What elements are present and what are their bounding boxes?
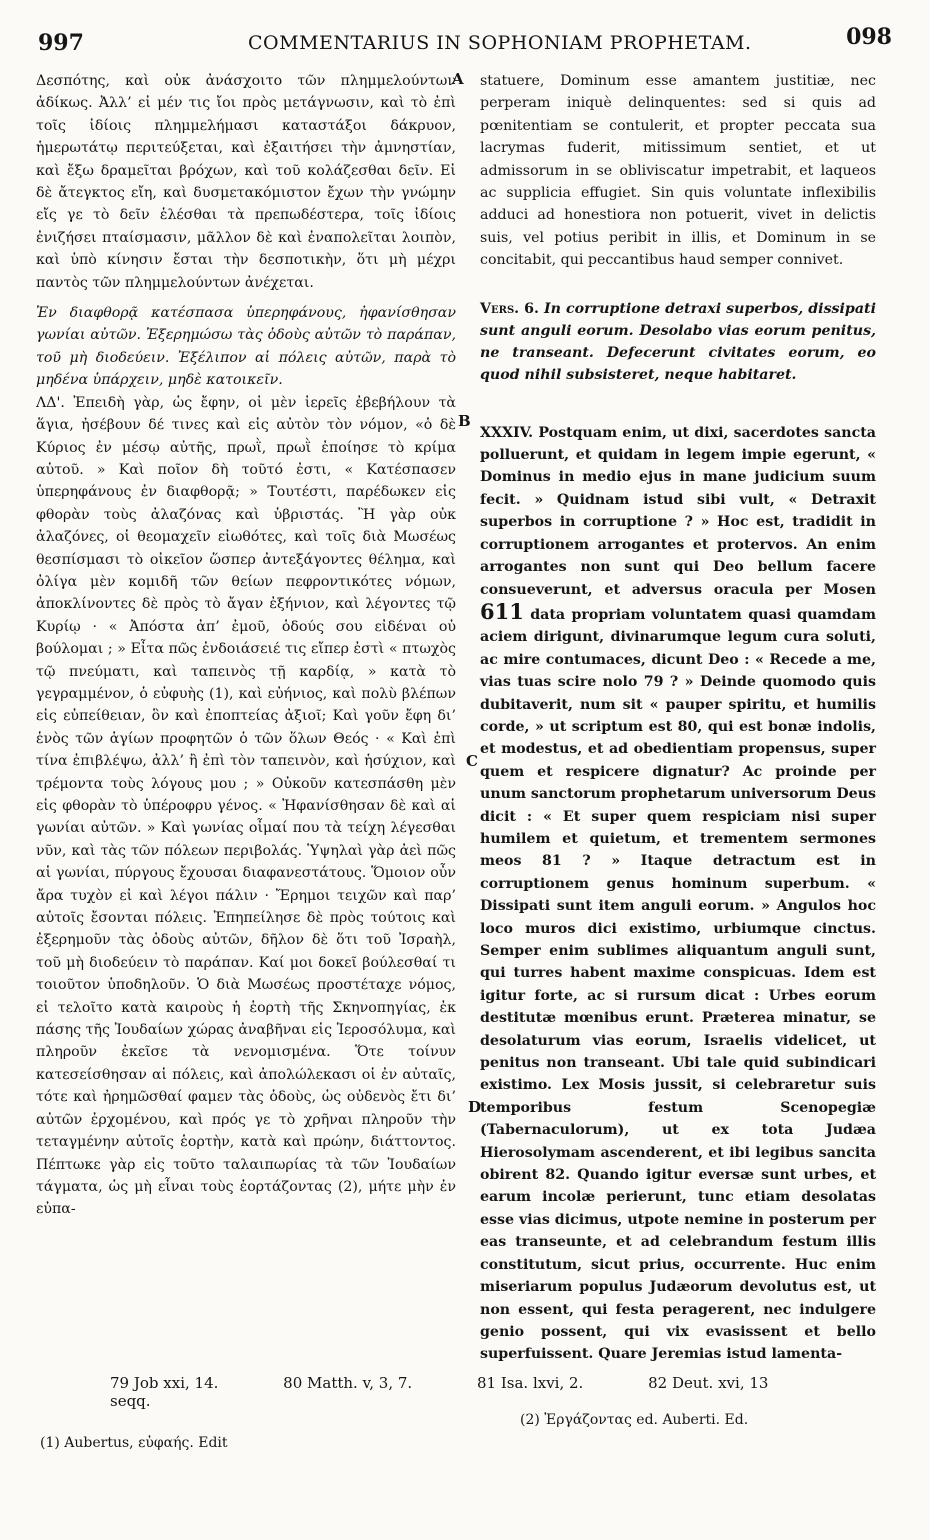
margin-marker-c: C: [466, 752, 478, 770]
page-number-left: 997: [38, 30, 84, 56]
latin-body: [480, 422, 876, 1366]
running-title: COMMENTARIUS IN SOPHONIAM PROPHETAM.: [248, 32, 752, 54]
editor-note-2: (2) Ἐργάζοντας ed. Auberti. Ed.: [520, 1412, 749, 1428]
editor-note-1: (1) Aubertus, εὐφαής. Edit: [40, 1435, 228, 1451]
footnote-references: [110, 1374, 870, 1410]
column-number: 611: [480, 598, 524, 624]
greek-paragraph-1: Δεσπότης, καὶ οὐκ ἀνάσχοιτο τῶν πλημμελούντων ἀδίκως. Ἀλλ’ εἰ μέν τις ἴοι πρὸς μετάγνωσιν, καὶ τὸ ἐπὶ τοῖς ἰδίοις πλημμελήμασι καταστάξοι δάκρυον, ἡμερωτάτῳ περιτεύξεται, καὶ ἐξαιτήσει τὴν ἀμνηστίαν, καὶ ἔξω δραμεῖται βρόχων, καὶ τοῦ κολάζεσθαι δεῖν. Εἰ δὲ ἄτεγκτος εἴη, καὶ δυσμετακόμιστον ἔχων τὴν γνώμην εἴς γε τὸ δεῖν ἑλέσθαι τὰ πρεπωδέστερα, τοῖς ἰδίοις ἐνιζήσει πταίσμασιν, μᾶλλον δὲ καὶ ἐναπολεῖται λοιπὸν, καὶ ὑπὸ κίνησιν ἔσται τὴν δεσποτικὴν, ὅτι μὴ μέχρι παντὸς τῶν πλημμελούντων ἀνέχεται.: [36, 73, 456, 291]
page-number-right: 098: [846, 24, 892, 50]
verse-label: Vers. 6.: [480, 300, 539, 317]
footnote-80: 80 Matth. v, 3, 7.: [283, 1374, 413, 1392]
verse-text: In corruptione detraxi superbos, dissipati sunt anguli eorum. Desolabo vias eorum penitus, ne transeant. Defecerunt civitates eorum, eo quod nihil subsisteret, neque habitaret.: [480, 300, 876, 383]
margin-marker-a: A: [452, 70, 464, 88]
footnote-82: 82 Deut. xvi, 13 seqq.: [110, 1374, 769, 1410]
margin-marker-d: D: [468, 1098, 482, 1116]
latin-paragraph-1: statuere, Dominum esse amantem justitiæ, nec perperam iniquè delinquentes: sed si quis ad pœnitentiam se contulerit, et propter peccata sua lacrymas fuderit, mitissimum sentiet, et ut admissorum in se obliviscatur impetrabit, et laqueos ac supplicia effugiet. Sin quis voluntate inflexibilis adduci ad honestiora non potuerit, vivet in delictis suis, vel potius peribit in illis, et Dominum in se concitabit, qui peccantibus haud semper connivet.: [480, 73, 876, 269]
verse-heading: [480, 298, 876, 386]
latin-body-part-1: XXXIV. Postquam enim, ut dixi, sacerdotes sancta polluerunt, et quidam in legem impie egerunt, « Dominus in medio ejus in mane judicium suum fecit. » Quidnam istud sibi vult, « Detraxit superbos in corruptione ? » Hoc est, tradidit in corruptionem arrogantes et protervos. An enim arrogantes non sunt qui Deo bellum facere consueverunt, et adversus oracula per Mosen: [480, 424, 876, 598]
margin-marker-b: B: [458, 412, 471, 430]
greek-lemma: Ἐν διαφθορᾷ κατέσπασα ὑπερηφάνους, ἠφανίσθησαν γωνίαι αὐτῶν. Ἐξερημώσω τὰς ὁδοὺς αὐτῶν τὸ παράπαν, τοῦ μὴ διοδεύειν. Ἐξέλιπον αἱ πόλεις αὐτῶν, παρὰ τὸ μηδένα ὑπάρχειν, μηδὲ κατοικεῖν.: [36, 305, 456, 389]
footnote-79: 79 Job xxi, 14.: [110, 1374, 219, 1392]
latin-body-part-2: data propriam voluntatem quasi quamdam aciem dirigunt, divinarumque legum cura soluti, ac mire contumaces, dicunt Deo : « Recede a me, vias tuas scire nolo 79 ? » Deinde quomodo quis dubitaverit, num sit « pauper spiritu, et humilis corde, » ut scriptum est 80, qui est bonæ indolis, et modestus, et ad obedientiam propensus, super quem et respicere dignatur? Ac proinde per unum sanctorum prophetarum universorum Deus dicit : « Et super quem respiciam nisi super humilem et quietum, et trementem sermones meos 81 ? » Itaque detractum est in corruptionem genus hominum superbum. « Dissipati sunt item anguli eorum. » Angulos hoc loco muros dici existimo, urbiumque cinctus. Semper enim sublimes aliquantum anguli sunt, qui turres habent maxime conspicuas. Idem est igitur forte, ac si rursum dicat : Urbes eorum destitutæ mœnibus erunt. Præterea minatur, se desolaturum vias eorum, Israelis videlicet, ut penitus non transeant. Ubi tale quid subindicari existimo. Lex Mosis jussit, si celebraretur suis temporibus festum Scenopegiæ (Tabernaculorum), ut ex tota Judæa Hierosolymam ascenderent, et ibi legibus sancita obirent 82. Quando igitur eversæ sunt urbes, et earum incolæ perierunt, tunc etiam desolatas esse vias dicimus, utpote nemine in posterum per eas transeunte, et ad celebrandum festum illis constitutum, sicut prius, occurrente. Huc enim miseriarum populus Judæorum devolutus est, ut non essent, qui festa peragerent, nec indulgere genio possent, qui vix evasissent et bello superfuissent. Quare Jeremias istud lamenta-: [480, 606, 876, 1363]
greek-paragraph-2: ΛΔ'. Ἐπειδὴ γὰρ, ὡς ἔφην, οἱ μὲν ἱερεῖς ἐβεβήλουν τὰ ἅγια, ἠσέβουν δέ τινες καὶ εἰς αὐτὸν τὸν νόμον, «ὁ δὲ Κύριος ἐν μέσῳ αὐτῆς, πρωῒ, πρωῒ ἐποίησε τὸ κρίμα αὐτοῦ. » Καὶ ποῖον δὴ τοῦτό ἐστι, « Κατέσπασεν ὑπερηφάνους ἐν διαφθορᾷ; » Τουτέστι, παρέδωκεν εἰς φθορὰν τοὺς ἀλαζόνας καὶ ὑβριστάς. Ἢ γὰρ οὐκ ἀλαζόνες, οἱ θεομαχεῖν εἰωθότες, καὶ τοῖς διὰ Μωσέως θεσπίσμασι τὸ οἰκεῖον ὥσπερ ἀντεξάγοντες θέλημα, καὶ ὀλίγα μὲν κομιδῆ τῶν θείων πεφροντικότες νόμων, ἀποκλίνοντες δὲ πρὸς τὸ ἄγαν ἐξήνιον, καὶ λέγοντες τῷ Κυρίῳ · « Ἀπόστα ἀπ’ ἐμοῦ, ὁδούς σου εἰδέναι οὐ βούλομαι ; » Εἶτα πῶς ἐνδοιάσειέ τις εἴπερ ἐστὶ « πτωχὸς τῷ πνεύματι, καὶ ταπεινὸς τῇ καρδίᾳ, » κατὰ τὸ γεγραμμένον, ὁ εὐφυὴς (1), καὶ εὐήνιος, καὶ πολὺ βλέπων εἰς εὐπείθειαν, ὃν καὶ ἐποπτείας ἀξιοῖ; Καὶ γοῦν ἔφη δι’ ἑνὸς τῶν ἁγίων προφητῶν ὁ τῶν ὅλων Θεός · « Καὶ ἐπὶ τίνα ἐπιβλέψω, ἀλλ’ ἢ ἐπὶ τὸν ταπεινὸν, καὶ ἡσύχιον, καὶ τρέμοντα τοὺς λόγους μου ; » Οὐκοῦν κατεσπάσθη μὲν εἰς φθορὰν τὸ ὑπέροφρυ γένος. « Ἠφανίσθησαν δὲ καὶ αἱ γωνίαι αὐτῶν. » Καὶ γωνίας οἶμαί που τὰ τείχη λέγεσθαι νῦν, καὶ τὰς τῶν πόλεων περιβολάς. Ὑψηλαὶ γὰρ ἀεὶ πῶς αἱ γωνίαι, πύργους ἔχουσαι διαφανεστάτους. Ὅμοιον οὖν ἄρα τυχὸν εἰ καὶ λέγοι πάλιν · Ἔρημοι τειχῶν καὶ παρ’ αὐτοῖς ἔσονται πόλεις. Ἐπηπείλησε δὲ πρὸς τούτοις καὶ ἐξερημοῦν τὰς ὁδοὺς αὐτῶν, δῆλον δὲ ὅτι τοῦ Ἰσραὴλ, τοῦ μὴ διοδεύειν τὸ παράπαν. Καί μοι δοκεῖ βούλεσθαί τι τοιοῦτον ὑποδηλοῦν. Ὁ διὰ Μωσέως προστέταχε νόμος, εἰ τελοῖτο κατὰ καιροὺς ἡ ἑορτὴ τῆς Σκηνοπηγίας, ἐκ πάσης τῆς Ἰουδαίων χώρας ἀναβῆναι εἰς Ἱεροσόλυμα, καὶ πληροῦν ἐκεῖσε τὰ νενομισμένα. Ὅτε τοίνυν κατεσείσθησαν αἱ πόλεις, καὶ ἀπολώλεκασι οἱ ἐν αὐταῖς, τότε καὶ ἠρημῶσθαί φαμεν τὰς ὁδοὺς, ὡς οὐδενὸς ἔτι δι’ αὐτῶν ἐρχομένου, καὶ πρός γε τὸ χρῆναι πληροῦν τὴν τεταγμένην αὐτοῖς ἑορτὴν, κατὰ καὶ πρώην, διάττοντος. Πέπτωκε γὰρ εἰς τοῦτο ταλαιπωρίας τὰ τῶν Ἰουδαίων τάγματα, ὡς μὴ εἶναι τοὺς ἑορτάζοντας (2), μήτε μὴν ἐν εὐπα-: [36, 394, 456, 1218]
footnote-81: 81 Isa. lxvi, 2.: [476, 1374, 584, 1392]
greek-column: [36, 70, 456, 1221]
latin-column: [480, 70, 876, 1366]
page-header: [38, 24, 892, 60]
